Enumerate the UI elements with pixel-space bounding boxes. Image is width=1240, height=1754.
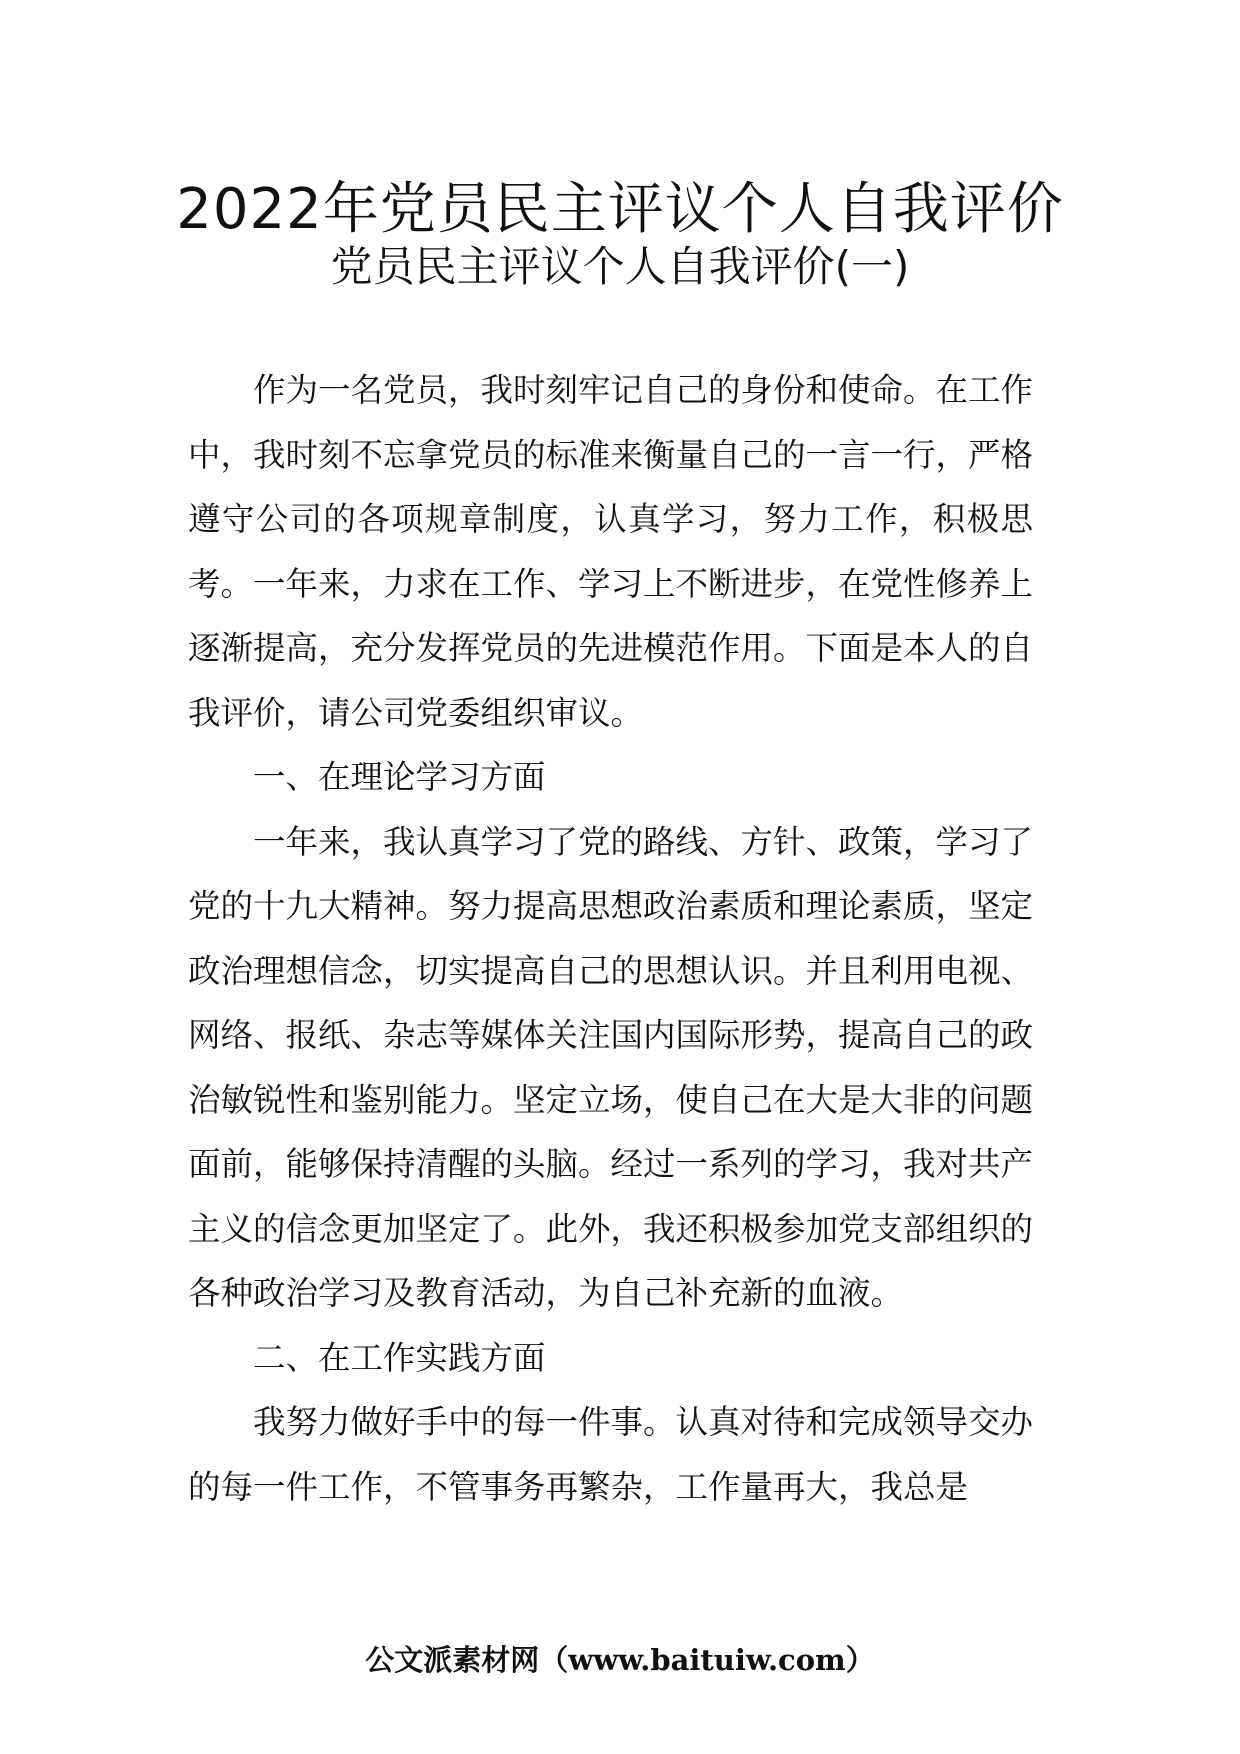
document-body (188, 358, 1033, 1519)
source-footer: 公文派素材网（www.baituiw.com） (365, 1643, 875, 1677)
intro-paragraph: 作为一名党员，我时刻牢记自己的身份和使命。在工作中，我时刻不忘拿党员的标准来衡量自己的一言一行，严格遵守公司的各项规章制度，认真学习，努力工作，积极思考。一年来，力求在工作、学习上不断进步，在党性修养上逐渐提高，充分发挥党员的先进模范作用。下面是本人的自我评价，请公司党委组织审议。 (188, 371, 1034, 732)
section-heading-work-practice: 二、在工作实践方面 (253, 1338, 546, 1377)
document-subtitle: 党员民主评议个人自我评价(一) (330, 242, 910, 291)
theory-study-paragraph: 一年来，我认真学习了党的路线、方针、政策，学习了党的十九大精神。努力提高思想政治素质和理论素质，坚定政治理想信念，切实提高自己的思想认识。并且利用电视、网络、报纸、杂志等媒体关注国内国际形势，提高自己的政治敏锐性和鉴别能力。坚定立场，使自己在大是大非的问题面前，能够保持清醒的头脑。经过一系列的学习，我对共产主义的信念更加坚定了。此外，我还积极参加党支部组织的各种政治学习及教育活动，为自己补充新的血液。 (188, 822, 1034, 1312)
section-heading-theory-study: 一、在理论学习方面 (253, 758, 546, 796)
work-practice-paragraph: 我努力做好手中的每一件事。认真对待和完成领导交办的每一件工作，不管事务再繁杂，工作量再大，我总是 (188, 1403, 1034, 1506)
document-title: 2022年党员民主评议个人自我评价 (176, 177, 1064, 242)
